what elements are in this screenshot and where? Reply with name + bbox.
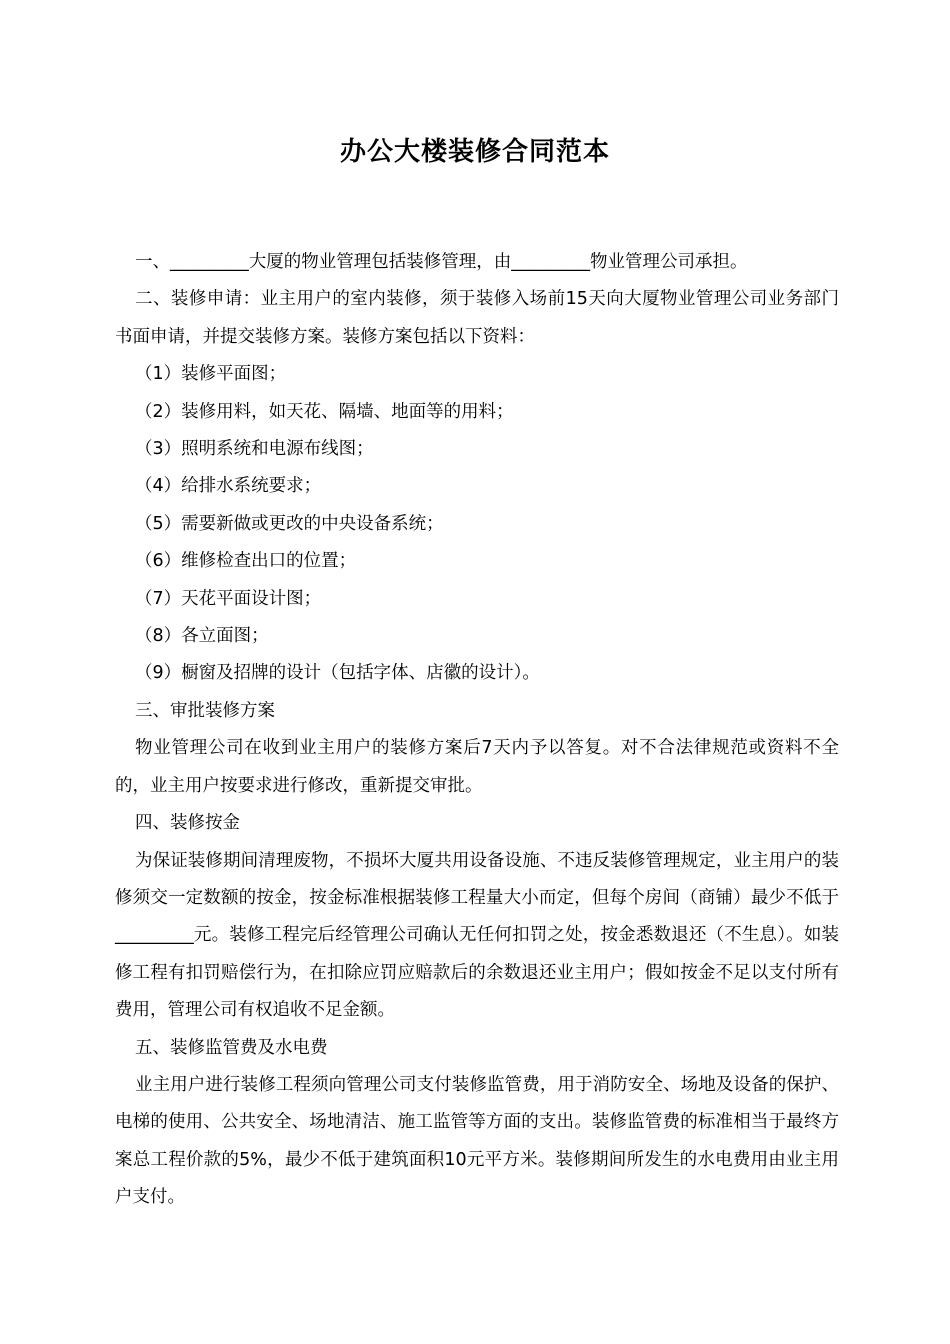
list-item: （3）照明系统和电源布线图；: [135, 439, 374, 460]
list-item: （6）维修检查出口的位置；: [135, 551, 357, 572]
section-heading-deposit: 四、装修按金: [135, 813, 240, 834]
list-item: （9）橱窗及招牌的设计（包括字体、店徽的设计）。: [135, 663, 540, 684]
section-heading-approval: 三、审批装修方案: [135, 700, 275, 721]
list-item: （4）给排水系统要求；: [135, 476, 322, 497]
list-item: （7）天花平面设计图；: [135, 588, 322, 609]
clause-2-application-paragraph: 二、装修申请：业主用户的室内装修，须于装修入场前15天向大厦物业管理公司业务部门书面申请，并提交装修方案。装修方案包括以下资料：: [115, 289, 839, 347]
approval-paragraph: 物业管理公司在收到业主用户的装修方案后7天内予以答复。对不合法律规范或资料不全的，业主用户按要求进行修改，重新提交审批。: [115, 738, 839, 796]
document-title: 办公大楼装修合同范本: [339, 137, 610, 167]
section-heading-fees: 五、装修监管费及水电费: [135, 1037, 328, 1058]
clause-1-paragraph: 一、_________大厦的物业管理包括装修管理，由_________物业管理公司承担。: [135, 252, 748, 272]
document-body: [115, 244, 839, 1217]
list-item: （8）各立面图；: [135, 626, 269, 647]
list-item: （5）需要新做或更改的中央设备系统；: [135, 513, 444, 534]
list-item: （2）装修用料，如天花、隔墙、地面等的用料；: [135, 401, 514, 422]
fees-paragraph: 业主用户进行装修工程须向管理公司支付装修监管费，用于消防安全、场地及设备的保护、电梯的使用、公共安全、场地清洁、施工监管等方面的支出。装修监管费的标准相当于最终方案总工程价款的5%，最少不低于建筑面积10元平方米。装修期间所发生的水电费用由业主用户支付。: [115, 1074, 839, 1208]
deposit-paragraph: 为保证装修期间清理废物，不损坏大厦共用设备设施、不违反装修管理规定，业主用户的装修须交一定数额的按金，按金标准根据装修工程量大小而定，但每个房间（商铺）最少不低于_________元。装修工程完后经管理公司确认无任何扣罚之处，按金悉数退还（不生息）。如装修工程有扣罚赔偿行为，在扣除应罚应赔款后的余数退还业主用户；假如按金不足以支付所有费用，管理公司有权追收不足金额。: [115, 850, 839, 1021]
list-item: （1）装修平面图；: [135, 364, 287, 385]
